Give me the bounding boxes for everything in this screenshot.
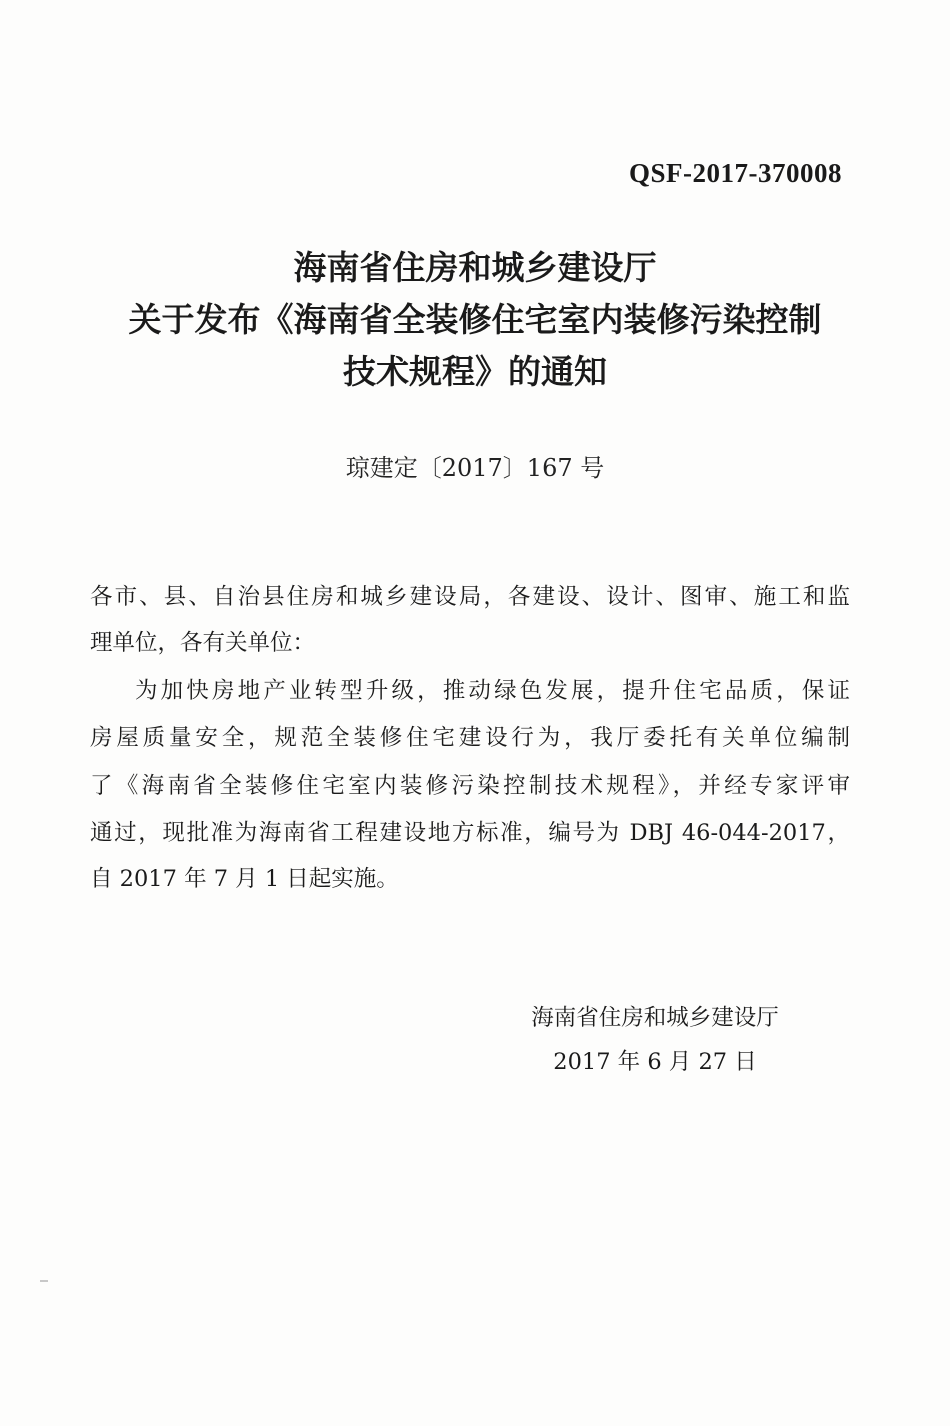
issue-date: 2017 年 6 月 27 日 — [553, 1049, 757, 1075]
addressee-line-2: 理单位，各有关单位： — [90, 630, 316, 656]
title-line-1: 海南省住房和城乡建设厅 — [293, 248, 657, 287]
body-paragraph-line-1: 为加快房地产业转型升级，推动绿色发展，提升住宅品质，保证 — [135, 678, 850, 704]
document-code: QSF-2017-370008 — [629, 158, 842, 188]
issuer-signature: 海南省住房和城乡建设厅 — [531, 1005, 779, 1031]
title-line-2: 关于发布《海南省全装修住宅室内装修污染控制 — [128, 300, 822, 339]
body-paragraph-line-3: 了《海南省全装修住宅室内装修污染控制技术规程》，并经专家评审 — [90, 773, 850, 799]
scan-artifact — [40, 1280, 48, 1282]
body-paragraph-line-2: 房屋质量安全，规范全装修住宅建设行为，我厅委托有关单位编制 — [90, 725, 850, 751]
document-number: 琼建定〔2017〕167 号 — [345, 454, 605, 482]
title-line-3: 技术规程》的通知 — [343, 352, 607, 391]
body-paragraph-line-4: 通过，现批准为海南省工程建设地方标准，编号为 DBJ 46-044-2017， — [90, 820, 850, 846]
body-paragraph-line-5: 自 2017 年 7 月 1 日起实施。 — [90, 866, 399, 892]
addressee-line-1: 各市、县、自治县住房和城乡建设局，各建设、设计、图审、施工和监 — [90, 584, 850, 610]
